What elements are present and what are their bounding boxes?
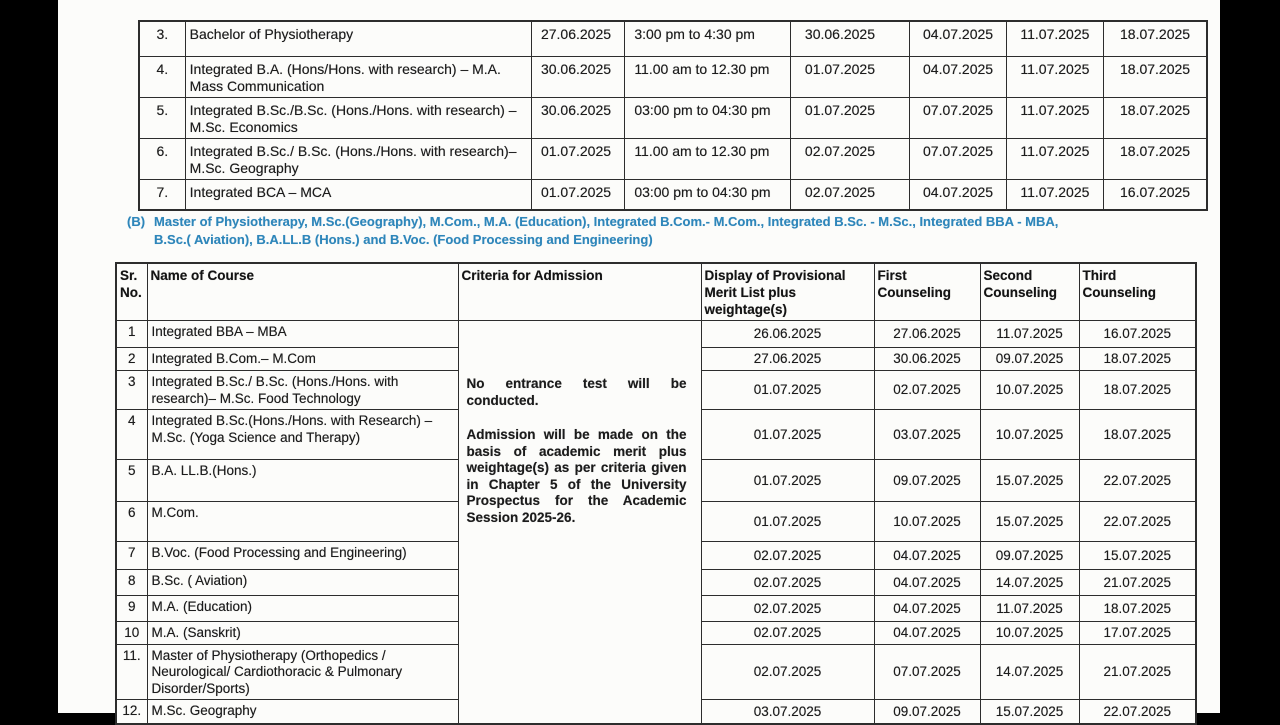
no-entrance-test-counseling-table bbox=[115, 262, 1197, 725]
counseling-row-sr: 2 bbox=[116, 348, 147, 371]
counseling-row-c1: 09.07.2025 bbox=[874, 700, 980, 724]
schedule-row-d1: 01.07.2025 bbox=[790, 97, 909, 138]
counseling-row-c1: 10.07.2025 bbox=[874, 502, 980, 542]
schedule-row-entrance_time: 03:00 pm to 04:30 pm bbox=[625, 97, 791, 138]
counseling-row-c2: 10.07.2025 bbox=[980, 371, 1079, 410]
header-criteria: Criteria for Admission bbox=[458, 263, 701, 321]
schedule-row-d4: 16.07.2025 bbox=[1104, 179, 1207, 210]
schedule-row-entrance_time: 3:00 pm to 4:30 pm bbox=[625, 21, 791, 56]
schedule-row-d4: 18.07.2025 bbox=[1104, 21, 1207, 56]
counseling-row-sr: 10 bbox=[116, 622, 147, 645]
counseling-row-c3: 22.07.2025 bbox=[1079, 460, 1196, 502]
schedule-row bbox=[139, 138, 1207, 179]
schedule-row-d2: 07.07.2025 bbox=[910, 138, 1006, 179]
section-b-label: (B) bbox=[127, 214, 146, 229]
header-name-of-course: Name of Course bbox=[147, 263, 458, 321]
counseling-row-c2: 11.07.2025 bbox=[980, 596, 1079, 622]
schedule-row-d3: 11.07.2025 bbox=[1006, 179, 1103, 210]
counseling-row-merit: 01.07.2025 bbox=[701, 460, 874, 502]
counseling-row bbox=[116, 321, 1196, 348]
counseling-row-c3: 18.07.2025 bbox=[1079, 410, 1196, 460]
header-row bbox=[116, 263, 1196, 321]
schedule-row-d2: 04.07.2025 bbox=[910, 179, 1006, 210]
entrance-test-schedule-table bbox=[138, 20, 1208, 211]
counseling-row-merit: 01.07.2025 bbox=[701, 410, 874, 460]
counseling-row-c1: 04.07.2025 bbox=[874, 542, 980, 570]
counseling-row-merit: 02.07.2025 bbox=[701, 644, 874, 700]
schedule-row-sr: 3. bbox=[139, 21, 185, 56]
counseling-row-course: M.Sc. Geography bbox=[147, 700, 458, 724]
counseling-row-c2: 09.07.2025 bbox=[980, 542, 1079, 570]
schedule-row bbox=[139, 179, 1207, 210]
counseling-row-c3: 18.07.2025 bbox=[1079, 371, 1196, 410]
counseling-row-course: B.A. LL.B.(Hons.) bbox=[147, 460, 458, 502]
counseling-row-c1: 04.07.2025 bbox=[874, 622, 980, 645]
counseling-row-c3: 17.07.2025 bbox=[1079, 622, 1196, 645]
schedule-row-d4: 18.07.2025 bbox=[1104, 97, 1207, 138]
counseling-row-course: B.Voc. (Food Processing and Engineering) bbox=[147, 542, 458, 570]
counseling-table-header bbox=[116, 263, 1196, 321]
schedule-row-sr: 5. bbox=[139, 97, 185, 138]
counseling-row-merit: 27.06.2025 bbox=[701, 348, 874, 371]
schedule-row-d3: 11.07.2025 bbox=[1006, 21, 1103, 56]
header-first-counseling: First Counseling bbox=[874, 263, 980, 321]
schedule-row-d3: 11.07.2025 bbox=[1006, 138, 1103, 179]
schedule-row-d3: 11.07.2025 bbox=[1006, 97, 1103, 138]
counseling-row-c2: 10.07.2025 bbox=[980, 410, 1079, 460]
scan-right-black-bar bbox=[1220, 0, 1280, 720]
counseling-row-sr: 5 bbox=[116, 460, 147, 502]
counseling-row-merit: 03.07.2025 bbox=[701, 700, 874, 724]
counseling-row-merit: 26.06.2025 bbox=[701, 321, 874, 348]
counseling-row-merit: 02.07.2025 bbox=[701, 622, 874, 645]
schedule-row-course: Integrated B.Sc./B.Sc. (Hons./Hons. with research) – M.Sc. Economics bbox=[185, 97, 531, 138]
counseling-table-body bbox=[116, 321, 1196, 724]
schedule-row-d3: 11.07.2025 bbox=[1006, 56, 1103, 97]
header-sr-no: Sr. No. bbox=[116, 263, 147, 321]
header-merit-list: Display of Provisional Merit List plus weightage(s) bbox=[701, 263, 874, 321]
schedule-row bbox=[139, 21, 1207, 56]
counseling-row-sr: 12. bbox=[116, 700, 147, 724]
counseling-row-c3: 22.07.2025 bbox=[1079, 502, 1196, 542]
counseling-row-sr: 11. bbox=[116, 644, 147, 700]
counseling-row-c1: 04.07.2025 bbox=[874, 570, 980, 596]
counseling-row-course: M.Com. bbox=[147, 502, 458, 542]
counseling-row-sr: 8 bbox=[116, 570, 147, 596]
counseling-row-c2: 14.07.2025 bbox=[980, 644, 1079, 700]
counseling-row-c2: 14.07.2025 bbox=[980, 570, 1079, 596]
counseling-row-sr: 9 bbox=[116, 596, 147, 622]
schedule-row-sr: 4. bbox=[139, 56, 185, 97]
schedule-row-entrance_date: 27.06.2025 bbox=[531, 21, 624, 56]
counseling-row-course: M.A. (Education) bbox=[147, 596, 458, 622]
counseling-row-c3: 22.07.2025 bbox=[1079, 700, 1196, 724]
schedule-row-entrance_date: 01.07.2025 bbox=[531, 179, 624, 210]
schedule-row-d1: 02.07.2025 bbox=[790, 179, 909, 210]
schedule-row-d1: 30.06.2025 bbox=[790, 21, 909, 56]
section-b-line-1: Master of Physiotherapy, M.Sc.(Geography), M.Com., M.A. (Education), Integrated B.Com.- M.Com., Integrated B.Sc. - M.Sc., Integrated BBA - MBA, bbox=[154, 214, 1059, 229]
schedule-row-entrance_date: 30.06.2025 bbox=[531, 56, 624, 97]
criteria-merged-cell bbox=[458, 321, 701, 724]
schedule-row-d4: 18.07.2025 bbox=[1104, 56, 1207, 97]
section-b-text bbox=[154, 213, 1058, 248]
counseling-row-merit: 01.07.2025 bbox=[701, 371, 874, 410]
counseling-row-sr: 4 bbox=[116, 410, 147, 460]
counseling-row-sr: 7 bbox=[116, 542, 147, 570]
counseling-row-c2: 15.07.2025 bbox=[980, 502, 1079, 542]
counseling-row-course: Integrated B.Sc./ B.Sc. (Hons./Hons. with research)– M.Sc. Food Technology bbox=[147, 371, 458, 410]
schedule-row-course: Integrated BCA – MCA bbox=[185, 179, 531, 210]
counseling-row-sr: 6 bbox=[116, 502, 147, 542]
counseling-row-c2: 10.07.2025 bbox=[980, 622, 1079, 645]
counseling-row-c2: 09.07.2025 bbox=[980, 348, 1079, 371]
counseling-row-c3: 18.07.2025 bbox=[1079, 596, 1196, 622]
counseling-row-c3: 18.07.2025 bbox=[1079, 348, 1196, 371]
schedule-row-d1: 02.07.2025 bbox=[790, 138, 909, 179]
counseling-row-merit: 02.07.2025 bbox=[701, 570, 874, 596]
counseling-row-c1: 09.07.2025 bbox=[874, 460, 980, 502]
schedule-row-entrance_time: 11.00 am to 12.30 pm bbox=[625, 138, 791, 179]
header-second-counseling: Second Counseling bbox=[980, 263, 1079, 321]
schedule-row-entrance_time: 11.00 am to 12.30 pm bbox=[625, 56, 791, 97]
section-b-line-2: B.Sc.( Aviation), B.A.LL.B (Hons.) and B.Voc. (Food Processing and Engineering) bbox=[154, 231, 653, 247]
counseling-row-c3: 21.07.2025 bbox=[1079, 644, 1196, 700]
schedule-row-sr: 7. bbox=[139, 179, 185, 210]
counseling-row-c3: 21.07.2025 bbox=[1079, 570, 1196, 596]
section-b-heading bbox=[127, 213, 1212, 248]
schedule-row-d2: 04.07.2025 bbox=[910, 56, 1006, 97]
schedule-row-entrance_time: 03:00 pm to 04:30 pm bbox=[625, 179, 791, 210]
schedule-row bbox=[139, 56, 1207, 97]
criteria-paragraph-2: Admission will be made on the basis of academic merit plus weightage(s) as per criteria given in Chapter 5 of the University Prospectus for the Academic Session 2025-26. bbox=[466, 427, 687, 525]
counseling-row-c1: 27.06.2025 bbox=[874, 321, 980, 348]
schedule-row-course: Integrated B.Sc./ B.Sc. (Hons./Hons. with research)– M.Sc. Geography bbox=[185, 138, 531, 179]
counseling-row-c3: 15.07.2025 bbox=[1079, 542, 1196, 570]
counseling-row-sr: 3 bbox=[116, 371, 147, 410]
schedule-row-sr: 6. bbox=[139, 138, 185, 179]
counseling-row-c1: 04.07.2025 bbox=[874, 596, 980, 622]
counseling-row-c1: 03.07.2025 bbox=[874, 410, 980, 460]
counseling-row-c2: 15.07.2025 bbox=[980, 700, 1079, 724]
counseling-row-c1: 07.07.2025 bbox=[874, 644, 980, 700]
counseling-row-sr: 1 bbox=[116, 321, 147, 348]
criteria-paragraph-1: No entrance test will be conducted. bbox=[466, 376, 687, 408]
counseling-row-c3: 16.07.2025 bbox=[1079, 321, 1196, 348]
counseling-row-course: Integrated B.Com.– M.Com bbox=[147, 348, 458, 371]
counseling-row-merit: 01.07.2025 bbox=[701, 502, 874, 542]
schedule-row-entrance_date: 30.06.2025 bbox=[531, 97, 624, 138]
schedule-row-d4: 18.07.2025 bbox=[1104, 138, 1207, 179]
document-page bbox=[58, 0, 1220, 719]
scan-left-black-bar bbox=[0, 0, 58, 720]
schedule-row-d2: 07.07.2025 bbox=[910, 97, 1006, 138]
schedule-row-d1: 01.07.2025 bbox=[790, 56, 909, 97]
schedule-row bbox=[139, 97, 1207, 138]
counseling-row-course: Master of Physiotherapy (Orthopedics / Neurological/ Cardiothoracic & Pulmonary Disorder/Sports) bbox=[147, 644, 458, 700]
schedule-row-course: Integrated B.A. (Hons/Hons. with research) – M.A. Mass Communication bbox=[185, 56, 531, 97]
header-third-counseling: Third Counseling bbox=[1079, 263, 1196, 321]
schedule-row-d2: 04.07.2025 bbox=[910, 21, 1006, 56]
counseling-row-course: Integrated B.Sc.(Hons./Hons. with Research) – M.Sc. (Yoga Science and Therapy) bbox=[147, 410, 458, 460]
schedule-row-course: Bachelor of Physiotherapy bbox=[185, 21, 531, 56]
counseling-row-c2: 11.07.2025 bbox=[980, 321, 1079, 348]
counseling-row-merit: 02.07.2025 bbox=[701, 596, 874, 622]
counseling-row-c1: 30.06.2025 bbox=[874, 348, 980, 371]
schedule-row-entrance_date: 01.07.2025 bbox=[531, 138, 624, 179]
counseling-row-c1: 02.07.2025 bbox=[874, 371, 980, 410]
counseling-row-course: Integrated BBA – MBA bbox=[147, 321, 458, 348]
counseling-row-merit: 02.07.2025 bbox=[701, 542, 874, 570]
entrance-test-schedule-body bbox=[139, 21, 1207, 210]
counseling-row-c2: 15.07.2025 bbox=[980, 460, 1079, 502]
counseling-row-course: B.Sc. ( Aviation) bbox=[147, 570, 458, 596]
counseling-row-course: M.A. (Sanskrit) bbox=[147, 622, 458, 645]
